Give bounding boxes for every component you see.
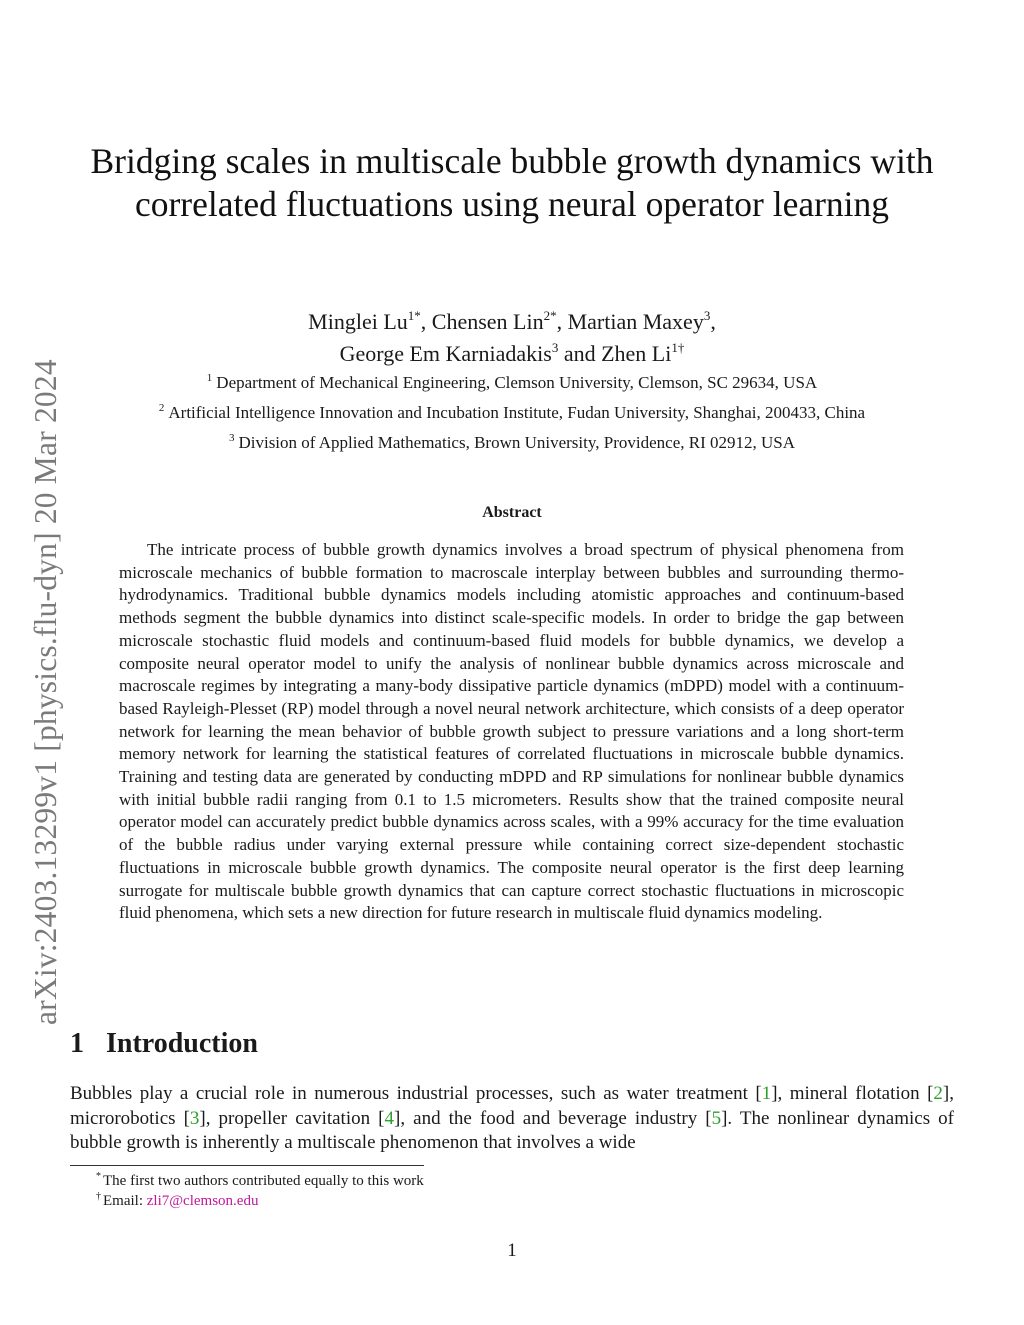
footnote-mark: * xyxy=(96,1171,101,1182)
affiliation-text: Division of Applied Mathematics, Brown University, Providence, RI 02912, USA xyxy=(238,433,796,452)
citation-link[interactable]: 1 xyxy=(761,1083,772,1104)
affiliation-mark: 2 xyxy=(158,402,165,414)
affiliation-2 xyxy=(70,402,954,424)
section-title: Introduction xyxy=(106,1028,258,1059)
footnote-email xyxy=(96,1192,258,1211)
footnote-equal-contribution xyxy=(96,1172,424,1191)
affiliation-mark: 3 xyxy=(228,432,235,444)
author-mark: 1* xyxy=(407,308,421,323)
affiliation-text: Artificial Intelligence Innovation and Incubation Institute, Fudan University, Shanghai, 200433, China xyxy=(168,403,866,422)
intro-text: ], and the food and beverage industry [ xyxy=(394,1107,712,1129)
author-list xyxy=(70,306,954,370)
affiliation-mark: 1 xyxy=(206,372,213,384)
paper-title: Bridging scales in multiscale bubble growth dynamics with correlated fluctuations using neural operator learning xyxy=(90,141,934,224)
citation-link[interactable]: 5 xyxy=(711,1107,722,1129)
footnote-mark: † xyxy=(96,1191,101,1202)
author-name: Minglei Lu xyxy=(308,309,408,334)
citation-link[interactable]: 2 xyxy=(933,1083,943,1104)
footnote-divider xyxy=(70,1165,424,1166)
affiliation-1 xyxy=(70,372,954,394)
affiliation-3 xyxy=(70,432,954,454)
author-name: George Em Karniadakis xyxy=(339,341,552,366)
intro-text: Bubbles play a crucial role in numerous industrial processes, such as water treatment [ xyxy=(70,1083,762,1104)
introduction-paragraph xyxy=(70,1082,954,1156)
section-heading xyxy=(70,1028,258,1060)
author-mark: 3 xyxy=(703,308,711,323)
citation-link[interactable]: 4 xyxy=(384,1107,395,1129)
author-name: , Chensen Lin xyxy=(420,309,544,334)
author-mark: 1† xyxy=(671,340,685,355)
intro-text: ], propeller cavitation [ xyxy=(199,1107,385,1129)
email-link[interactable]: zli7@clemson.edu xyxy=(146,1193,259,1209)
intro-text: ], microrobotics [ xyxy=(70,1083,954,1129)
author-name: , Martian Maxey xyxy=(556,309,704,334)
citation-link[interactable]: 3 xyxy=(189,1107,200,1129)
affiliation-text: Department of Mechanical Engineering, Clemson University, Clemson, SC 29634, USA xyxy=(216,373,818,392)
author-separator: , xyxy=(710,309,716,334)
arxiv-identifier-stamp: arXiv:2403.13299v1 [physics.flu-dyn] 20 Mar 2024 xyxy=(28,359,63,1025)
footnote-text: The first two authors contributed equally to this work xyxy=(103,1173,424,1189)
intro-text: ]. The nonlinear dynamics of bubble growth is inherently a multiscale phenomenon that involves a wide xyxy=(70,1107,955,1153)
intro-text: ], mineral flotation [ xyxy=(771,1083,934,1104)
abstract-heading: Abstract xyxy=(482,504,542,521)
page-number: 1 xyxy=(507,1240,517,1261)
abstract-text: The intricate process of bubble growth dynamics involves a broad spectrum of physical phenomena from microscale mechanics of bubble formation to macroscale interplay between bubbles and surrounding thermo-hydrodynamics. Traditional bubble dynamics models including atomistic approaches and continuum-based methods segment the bubble dynamics into distinct scale-specific models. In order to bridge the gap between microscale stochastic fluid models and continuum-based fluid models for bubble dynamics, we develop a composite neural operator model to unify the analysis of nonlinear bubble dynamics across microscale and macroscale regimes by integrating a many-body dissipative particle dynamics (mDPD) model with a continuum-based Rayleigh-Plesset (RP) model through a novel neural network architecture, which consists of a deep operator network for learning the mean behavior of bubble growth subject to pressure variations and a long short-term memory network for learning the statistical features of correlated fluctuations in microscale bubble dynamics. Training and testing data are generated by conducting mDPD and RP simulations for nonlinear bubble dynamics with initial bubble radii ranging from 0.1 to 1.5 micrometers. Results show that the trained composite neural operator model can accurately predict bubble dynamics across scales, with a 99% accuracy for the time evaluation of the bubble radius under varying external pressure while containing correct size-dependent stochastic fluctuations in microscale bubble growth dynamics. The composite neural operator is the first deep learning surrogate for multiscale bubble growth dynamics that can capture correct stochastic fluctuations in microscopic fluid phenomena, which sets a new direction for future research in multiscale fluid dynamics modeling. xyxy=(119,540,904,923)
section-number: 1 xyxy=(70,1028,84,1059)
author-mark: 3 xyxy=(551,340,559,355)
author-name: and Zhen Li xyxy=(558,341,672,366)
author-mark: 2* xyxy=(543,308,557,323)
footnote-label: Email: xyxy=(103,1193,147,1209)
